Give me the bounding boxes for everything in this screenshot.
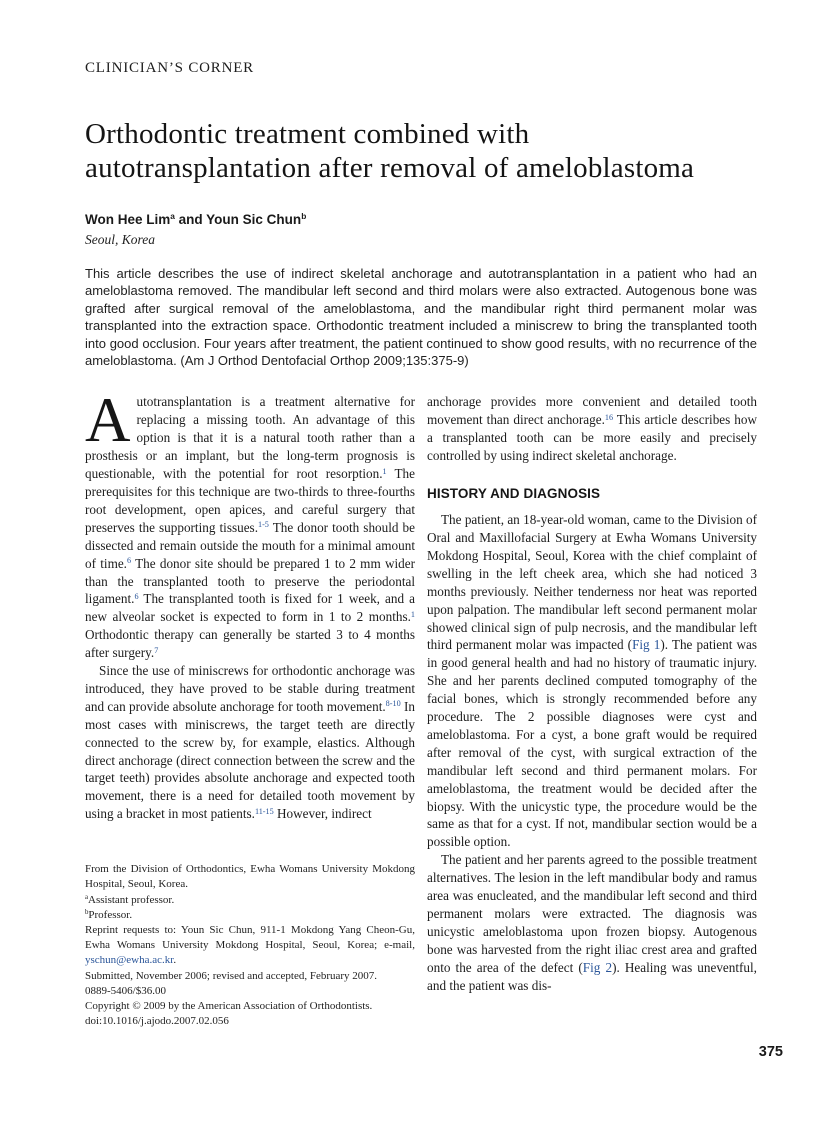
text-run: The donor site should be prepared 1 to 2 mm wider than the transplanted tooth to preserve the periodontal ligament. (85, 555, 415, 607)
citation-link[interactable]: 8-10 (385, 699, 401, 709)
figure-1-link[interactable]: Fig 1 (632, 637, 661, 653)
patient-history-paragraph (427, 511, 757, 851)
section-heading-history-and-diagnosis: HISTORY AND DIAGNOSIS (427, 486, 601, 502)
section-eyebrow: CLINICIAN’S CORNER (85, 60, 254, 76)
text-run: ). Healing was uneventful, and the patient was dis- (427, 959, 757, 993)
text-run: The transplanted tooth is fixed for 1 week, and a new alveolar socket is expected to form in 1 to 2 months. (85, 591, 415, 625)
figure-2-link[interactable]: Fig 2 (582, 959, 613, 975)
footnote-doi (85, 1014, 415, 1029)
citation-link[interactable]: 7 (154, 645, 159, 655)
treatment-agreement-paragraph (427, 851, 757, 994)
citation-link[interactable]: 1 (410, 609, 415, 619)
abstract-text: This article describes the use of indirect skeletal anchorage and autotransplantation in a patient who had an ameloblastoma removed. The mandibular left second and third molars were also extracted. Autogenous bone was grafted after surgical removal of the ameloblastoma, and the mandibular right third permanent molar was transplanted into the extraction space. Orthodontic treatment included a miniscrew to bring the transplanted tooth into good occlusion. Four years after treatment, the patient continued to show good results, with no recurrence of the ameloblastoma. (Am J Orthod Dentofacial Orthop 2009;135:375-9) (85, 266, 757, 369)
anchorage-paragraph (427, 393, 757, 465)
miniscrew-paragraph (85, 662, 415, 823)
body-columns (85, 385, 758, 1029)
text-run: Won Hee Lim (85, 212, 171, 227)
superscript-label: a (170, 211, 175, 222)
page-number: 375 (758, 1044, 783, 1060)
email-link[interactable]: yschun@ewha.ac.kr (85, 954, 174, 967)
text-run: The patient and her parents agreed to the possible treatment alternatives. The lesion in the left mandibular body and ramus area was enucleated, and the mandibular left second and third permanent molars were extracted. The diagnosis was unicystic ameloblastoma upon frozen biopsy. Autogenous bone was harvested from the right iliac crest area and grafted onto the area of the defect ( (427, 852, 757, 975)
intro-paragraph (85, 385, 415, 662)
text-run: Professor. (88, 908, 133, 921)
text-run: anchorage provides more convenient and detailed tooth movement than direct anchorage. (427, 394, 757, 428)
text-run: The donor tooth should be dissected and remain outside the mouth for a minimal amount of time. (85, 519, 415, 571)
citation-link[interactable]: 6 (126, 556, 132, 566)
text-run: 0889-5406/$36.00 (85, 984, 166, 997)
text-run: ). The patient was in good general health and had no history of traumatic injury. She and her parents declined computed tomography of the facial bones, which is strongly recommended before any procedure. The 2 possible diagnoses were cyst and ameloblastoma. For a cyst, a bone graft would be required after removal of the cyst, with surgical extraction of the mandibular left second and third permanent molars. For ameloblastoma, the treatment would be decided after the biopsy. With the unicystic type, the procedure would be the same as that for a cyst. If not, mandibular section would be a possible option. (427, 637, 758, 850)
article-title: Orthodontic treatment combined with autotransplantation after removal of ameloblastoma (85, 118, 695, 184)
drop-cap: A (85, 385, 131, 456)
page-content (85, 0, 757, 1029)
footnote-author-b (85, 908, 415, 923)
authors-line (85, 212, 757, 227)
footnotes-block (85, 854, 415, 1029)
left-column (85, 385, 415, 1029)
footnote-copyright (85, 999, 415, 1014)
text-run: utotransplantation is a treatment alternative for replacing a missing tooth. An advantage of this option is that it is a natural tooth rather than a prosthesis or an implant, but the long-term prognosis is questionable, with the potential for root resorption. (85, 394, 415, 482)
citation-link[interactable]: 1 (382, 466, 387, 476)
text-run: Assistant professor. (88, 893, 175, 906)
text-run: . (173, 954, 177, 967)
text-run: The prerequisites for this technique are two-thirds to three-fourths root development, open apices, and careful surgery that preserves the supporting tissues. (85, 466, 415, 535)
footnote-issn-price (85, 984, 415, 999)
text-run: and Youn Sic Chun (174, 212, 302, 227)
text-run: In most cases with miniscrews, the target teeth are directly connected to the screw by, for example, elastics. Although direct anchorage (direct connection between the screw and the target teeth) provides absolute anchorage and expected tooth movement, there is a need for detailed tooth movement by using a bracket in most patients. (85, 698, 415, 822)
superscript-label: a (85, 893, 89, 901)
footnote-author-a (85, 893, 415, 908)
text-run: Reprint requests to: Youn Sic Chun, 911-1 Mokdong Yang Cheon-Gu, Ewha Womans University Mokdong Hospital, Seoul, Korea; e-mail, (85, 924, 415, 952)
footnote-affiliation (85, 862, 415, 892)
text-run: However, indirect (273, 806, 372, 822)
text-run: Copyright © 2009 by the American Association of Orthodontists. (85, 1000, 373, 1013)
footnote-submitted (85, 969, 415, 984)
authors-location: Seoul, Korea (85, 232, 155, 247)
superscript-label: b (301, 211, 307, 222)
citation-link[interactable]: 1-5 (258, 520, 269, 530)
citation-link[interactable]: 6 (134, 591, 139, 601)
text-run: Submitted, November 2006; revised and accepted, February 2007. (85, 969, 378, 982)
text-run: Orthodontic therapy can generally be started 3 to 4 months after surgery. (85, 627, 415, 661)
right-column (427, 393, 757, 1029)
citation-link[interactable]: 11-15 (254, 806, 274, 816)
text-run: doi:10.1016/j.ajodo.2007.02.056 (85, 1015, 229, 1028)
superscript-label: b (85, 909, 89, 917)
citation-link[interactable]: 16 (604, 412, 614, 422)
text-run: Since the use of miniscrews for orthodontic anchorage was introduced, they have proved to be stable during treatment and can provide absolute anchorage for tooth movement. (85, 663, 415, 714)
text-run: The patient, an 18-year-old woman, came to the Division of Oral and Maxillofacial Surgery at Ewha Womans University Mokdong Hospital, Seoul, Korea with the chief complaint of swelling in the left cheek area, which she had noticed 3 months previously. Neither tenderness nor heat was reported upon palpation. The mandibular left second permanent molar showed clinical sign of pulp necrosis, and the mandibular left third permanent molar was impacted ( (427, 512, 757, 653)
footnote-reprint-requests (85, 923, 415, 969)
text-run: This article describes how a transplanted tooth can be more easily and precisely controlled by using indirect skeletal anchorage. (427, 412, 757, 464)
text-run: From the Division of Orthodontics, Ewha Womans University Mokdong Hospital, Seoul, Korea. (85, 863, 415, 891)
